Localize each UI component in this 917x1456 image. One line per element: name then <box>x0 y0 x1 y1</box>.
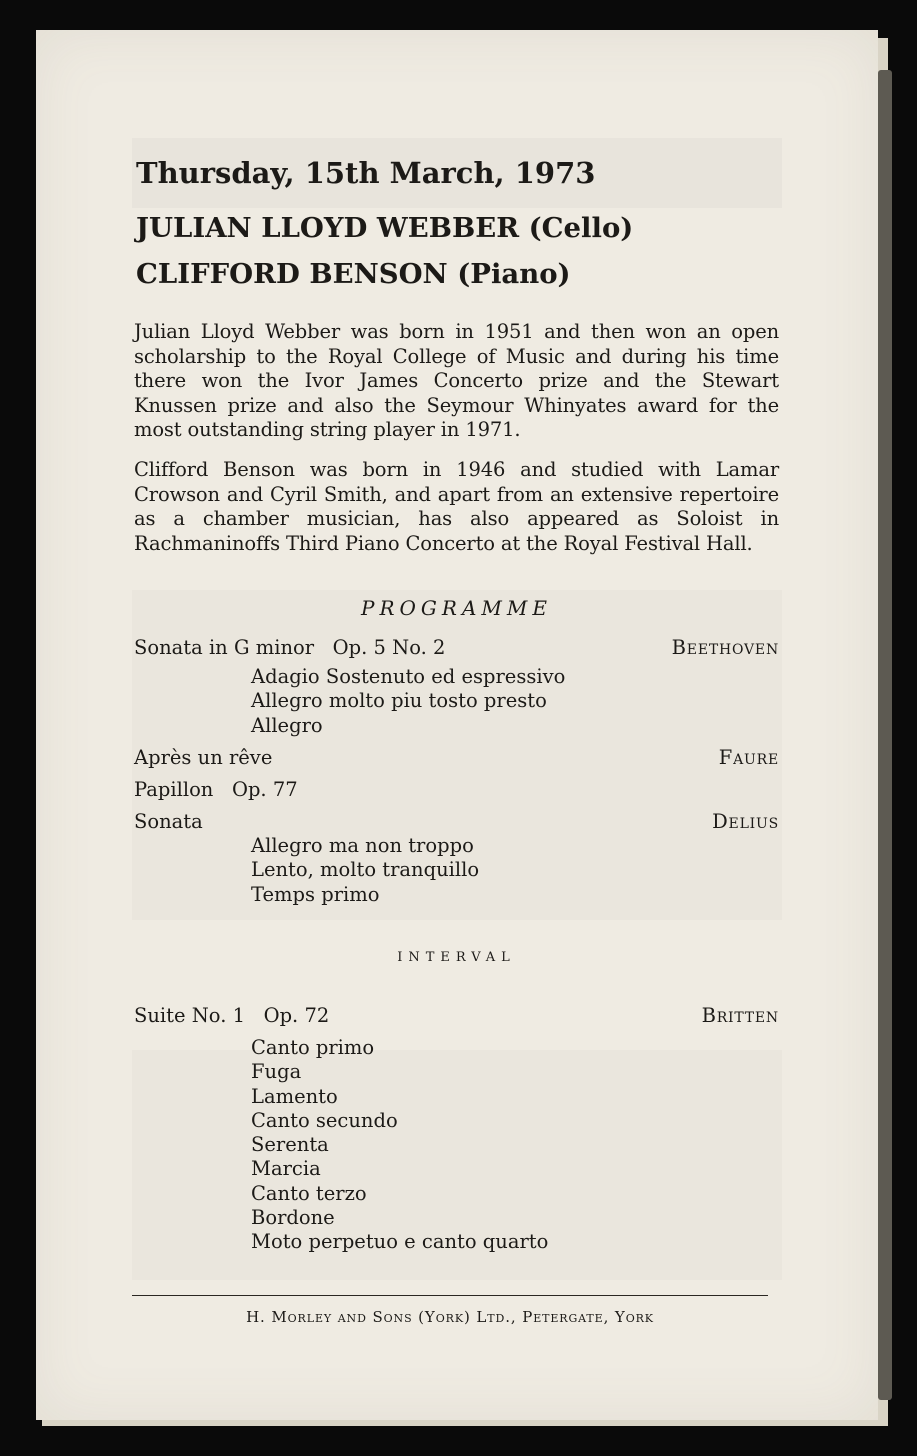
movement: Marcia <box>251 1157 321 1181</box>
programme-heading: PROGRAMME <box>361 596 552 620</box>
work-title: Après un rêve <box>134 746 273 769</box>
movement: Serenta <box>251 1133 329 1157</box>
performer-name: JULIAN LLOYD WEBBER <box>136 212 520 244</box>
movement: Allegro <box>251 713 323 737</box>
performer-cello <box>136 212 633 244</box>
performer-piano <box>136 258 571 290</box>
movement: Lento, molto tranquillo <box>251 858 480 882</box>
movement-list <box>251 834 479 907</box>
movement: Allegro molto piu tosto presto <box>251 689 547 713</box>
movement: Temps primo <box>251 882 380 906</box>
movement: Canto terzo <box>251 1181 367 1205</box>
movement: Canto primo <box>251 1036 375 1059</box>
movement-list <box>251 665 565 738</box>
movement: Fuga <box>251 1060 302 1084</box>
work-row <box>134 636 779 662</box>
printer-imprint: H. Morley and Sons (York) Ltd., Petergate, York <box>246 1308 654 1326</box>
work-row <box>134 746 779 772</box>
performer-name: CLIFFORD BENSON <box>136 258 448 290</box>
work-title: Suite No. 1 Op. 72 <box>134 1004 330 1027</box>
work-composer: Beethoven <box>671 636 779 659</box>
movement: Allegro ma non troppo <box>251 834 474 857</box>
performer-instrument: (Cello) <box>528 212 634 244</box>
movement: Canto secundo <box>251 1108 398 1132</box>
page-edge-shadow <box>878 70 892 1400</box>
work-row <box>134 810 779 836</box>
interval-label: INTERVAL <box>397 950 516 965</box>
movement: Lamento <box>251 1084 338 1108</box>
movement: Bordone <box>251 1206 335 1230</box>
work-composer: Britten <box>701 1004 779 1027</box>
programme-page <box>36 30 878 1420</box>
biography-benson: Clifford Benson was born in 1946 and studied with Lamar Crowson and Cyril Smith, and apart from an extensive repertoire as a chamber musician, has also appeared as Soloist in Rachmaninoffs Third Piano Concerto at the Royal Festival Hall. <box>134 458 779 555</box>
biography-webber: Julian Lloyd Webber was born in 1951 and then won an open scholarship to the Royal College of Music and during his time there won the Ivor James Concerto prize and the Stewart Knussen prize and also the Seymour Whinyates award for the most outstanding string player in 1971. <box>134 320 779 442</box>
performer-instrument: (Piano) <box>457 258 571 290</box>
work-title: Papillon Op. 77 <box>134 778 298 801</box>
work-title: Sonata <box>134 810 203 833</box>
work-composer: Faure <box>718 746 779 769</box>
concert-date: Thursday, 15th March, 1973 <box>136 156 596 190</box>
work-title: Sonata in G minor Op. 5 No. 2 <box>134 636 446 659</box>
movement-list <box>251 1036 548 1255</box>
work-row <box>134 1004 779 1030</box>
movement: Adagio Sostenuto ed espressivo <box>251 665 566 688</box>
work-row <box>134 778 779 804</box>
work-composer: Delius <box>712 810 779 833</box>
movement: Moto perpetuo e canto quarto <box>251 1230 549 1254</box>
footer-divider <box>132 1295 768 1296</box>
